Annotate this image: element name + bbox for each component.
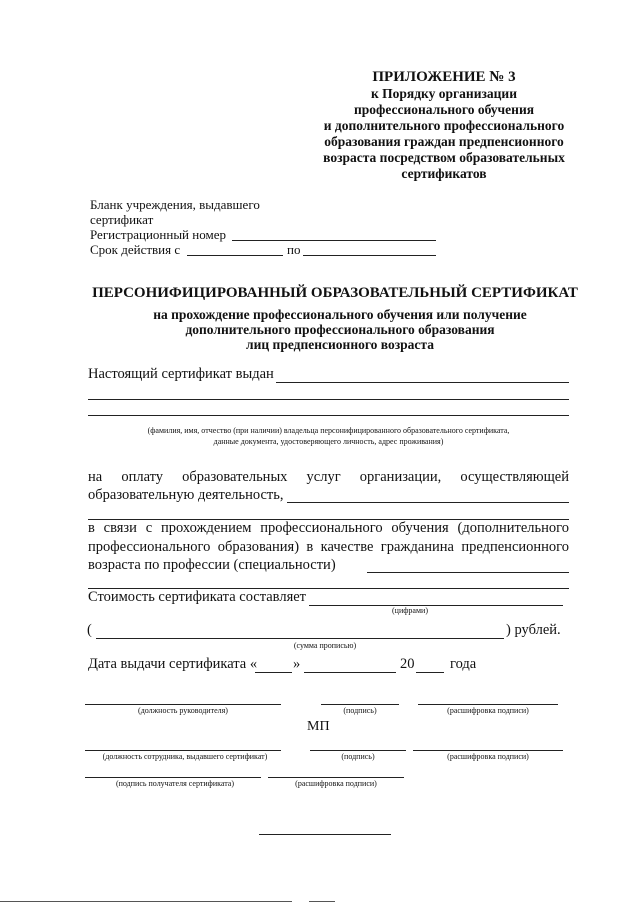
reason-text: в связи с прохождением профессионального обучения (дополнительного	[88, 520, 569, 536]
employee-signature-hint: (подпись)	[341, 752, 375, 761]
issuer-blank-label: Бланк учреждения, выдавшего	[90, 197, 260, 212]
employee-position-hint: (должность сотрудника, выдавшего сертификат)	[102, 752, 268, 761]
appendix-line: сертификатов	[401, 166, 487, 181]
reason-text-3: возраста по профессии (специальности)	[88, 557, 336, 573]
reason-text-2: профессионального образования) в качестве гражданина предпенсионного	[88, 539, 569, 555]
appendix-line: образования граждан предпенсионного	[324, 134, 564, 149]
issue-year-field[interactable]	[416, 672, 444, 673]
subtitle-line: на прохождение профессионального обучения или получение	[153, 307, 527, 322]
holder-line-2[interactable]	[88, 399, 569, 400]
scan-edge-line-2	[309, 901, 335, 902]
head-decoding-field[interactable]	[418, 704, 558, 705]
employee-position-field[interactable]	[85, 750, 281, 751]
issue-year-suffix: года	[450, 656, 477, 672]
issue-date-label: Дата выдачи сертификата «	[88, 656, 258, 672]
employee-decoding-hint: (расшифровка подписи)	[447, 752, 529, 761]
subtitle-line: лиц предпенсионного возраста	[246, 337, 434, 352]
recipient-signature-hint: (подпись получателя сертификата)	[115, 779, 235, 788]
certificate-title: ПЕРСОНИФИЦИРОВАННЫЙ ОБРАЗОВАТЕЛЬНЫЙ СЕРТИФИКАТ	[92, 285, 578, 301]
validity-from-label: Срок действия с	[90, 242, 181, 257]
holder-hint: (фамилия, имя, отчество (при наличии) владельца персонифицированного образовательного сертификата,	[147, 426, 510, 435]
appendix-line: к Порядку организации	[371, 86, 517, 101]
recipient-decoding-hint: (расшифровка подписи)	[295, 779, 377, 788]
subtitle-line: дополнительного профессионального образования	[185, 322, 495, 337]
validity-to-label: по	[287, 242, 301, 257]
head-signature-field[interactable]	[321, 704, 399, 705]
issue-date-quote: »	[293, 656, 301, 672]
appendix-header	[294, 69, 594, 182]
head-position-field[interactable]	[85, 704, 281, 705]
head-position-hint: (должность руководителя)	[138, 706, 228, 715]
issue-year-prefix: 20	[400, 656, 415, 672]
appendix-line: возраста посредством образовательных	[323, 150, 565, 165]
holder-line-3[interactable]	[88, 415, 569, 416]
cost-words-hint: (сумма прописью)	[293, 641, 357, 650]
issue-month-field[interactable]	[304, 672, 396, 673]
stamp-label: МП	[307, 719, 330, 734]
appendix-heading: ПРИЛОЖЕНИЕ № 3	[372, 69, 516, 85]
employee-decoding-field[interactable]	[413, 750, 563, 751]
payment-text: на оплату образовательных услуг организации, осуществляющей	[88, 469, 569, 485]
issued-to-label: Настоящий сертификат выдан	[88, 366, 274, 382]
appendix-line: и дополнительного профессионального	[323, 118, 565, 133]
holder-hint-2: данные документа, удостоверяющего личность, адрес проживания)	[213, 437, 444, 446]
reg-number-label: Регистрационный номер	[90, 227, 226, 242]
cost-digits-hint: (цифрами)	[392, 606, 428, 615]
rubles-label: ) рублей.	[506, 622, 561, 638]
cost-words-field[interactable]	[96, 638, 504, 639]
recipient-signature-field[interactable]	[85, 777, 261, 778]
bottom-divider	[259, 834, 391, 835]
issue-day-field[interactable]	[255, 672, 292, 673]
certificate-subtitle	[110, 307, 570, 352]
reg-number-field[interactable]	[232, 240, 436, 241]
issued-to-field[interactable]	[276, 382, 569, 383]
profession-field[interactable]	[367, 572, 569, 573]
cost-words-paren: (	[87, 622, 92, 638]
organization-field[interactable]	[287, 502, 569, 503]
payment-text-2: образовательную деятельность,	[88, 487, 284, 503]
cost-label: Стоимость сертификата составляет	[88, 589, 307, 605]
issuer-blank-label-2: сертификат	[90, 212, 154, 227]
employee-signature-field[interactable]	[310, 750, 406, 751]
scan-edge-line	[0, 901, 292, 902]
signature-hint: (подпись)	[343, 706, 377, 715]
decoding-hint: (расшифровка подписи)	[447, 706, 529, 715]
validity-from-field[interactable]	[187, 255, 283, 256]
recipient-decoding-field[interactable]	[268, 777, 404, 778]
appendix-line: профессионального обучения	[353, 102, 535, 117]
validity-to-field[interactable]	[303, 255, 436, 256]
